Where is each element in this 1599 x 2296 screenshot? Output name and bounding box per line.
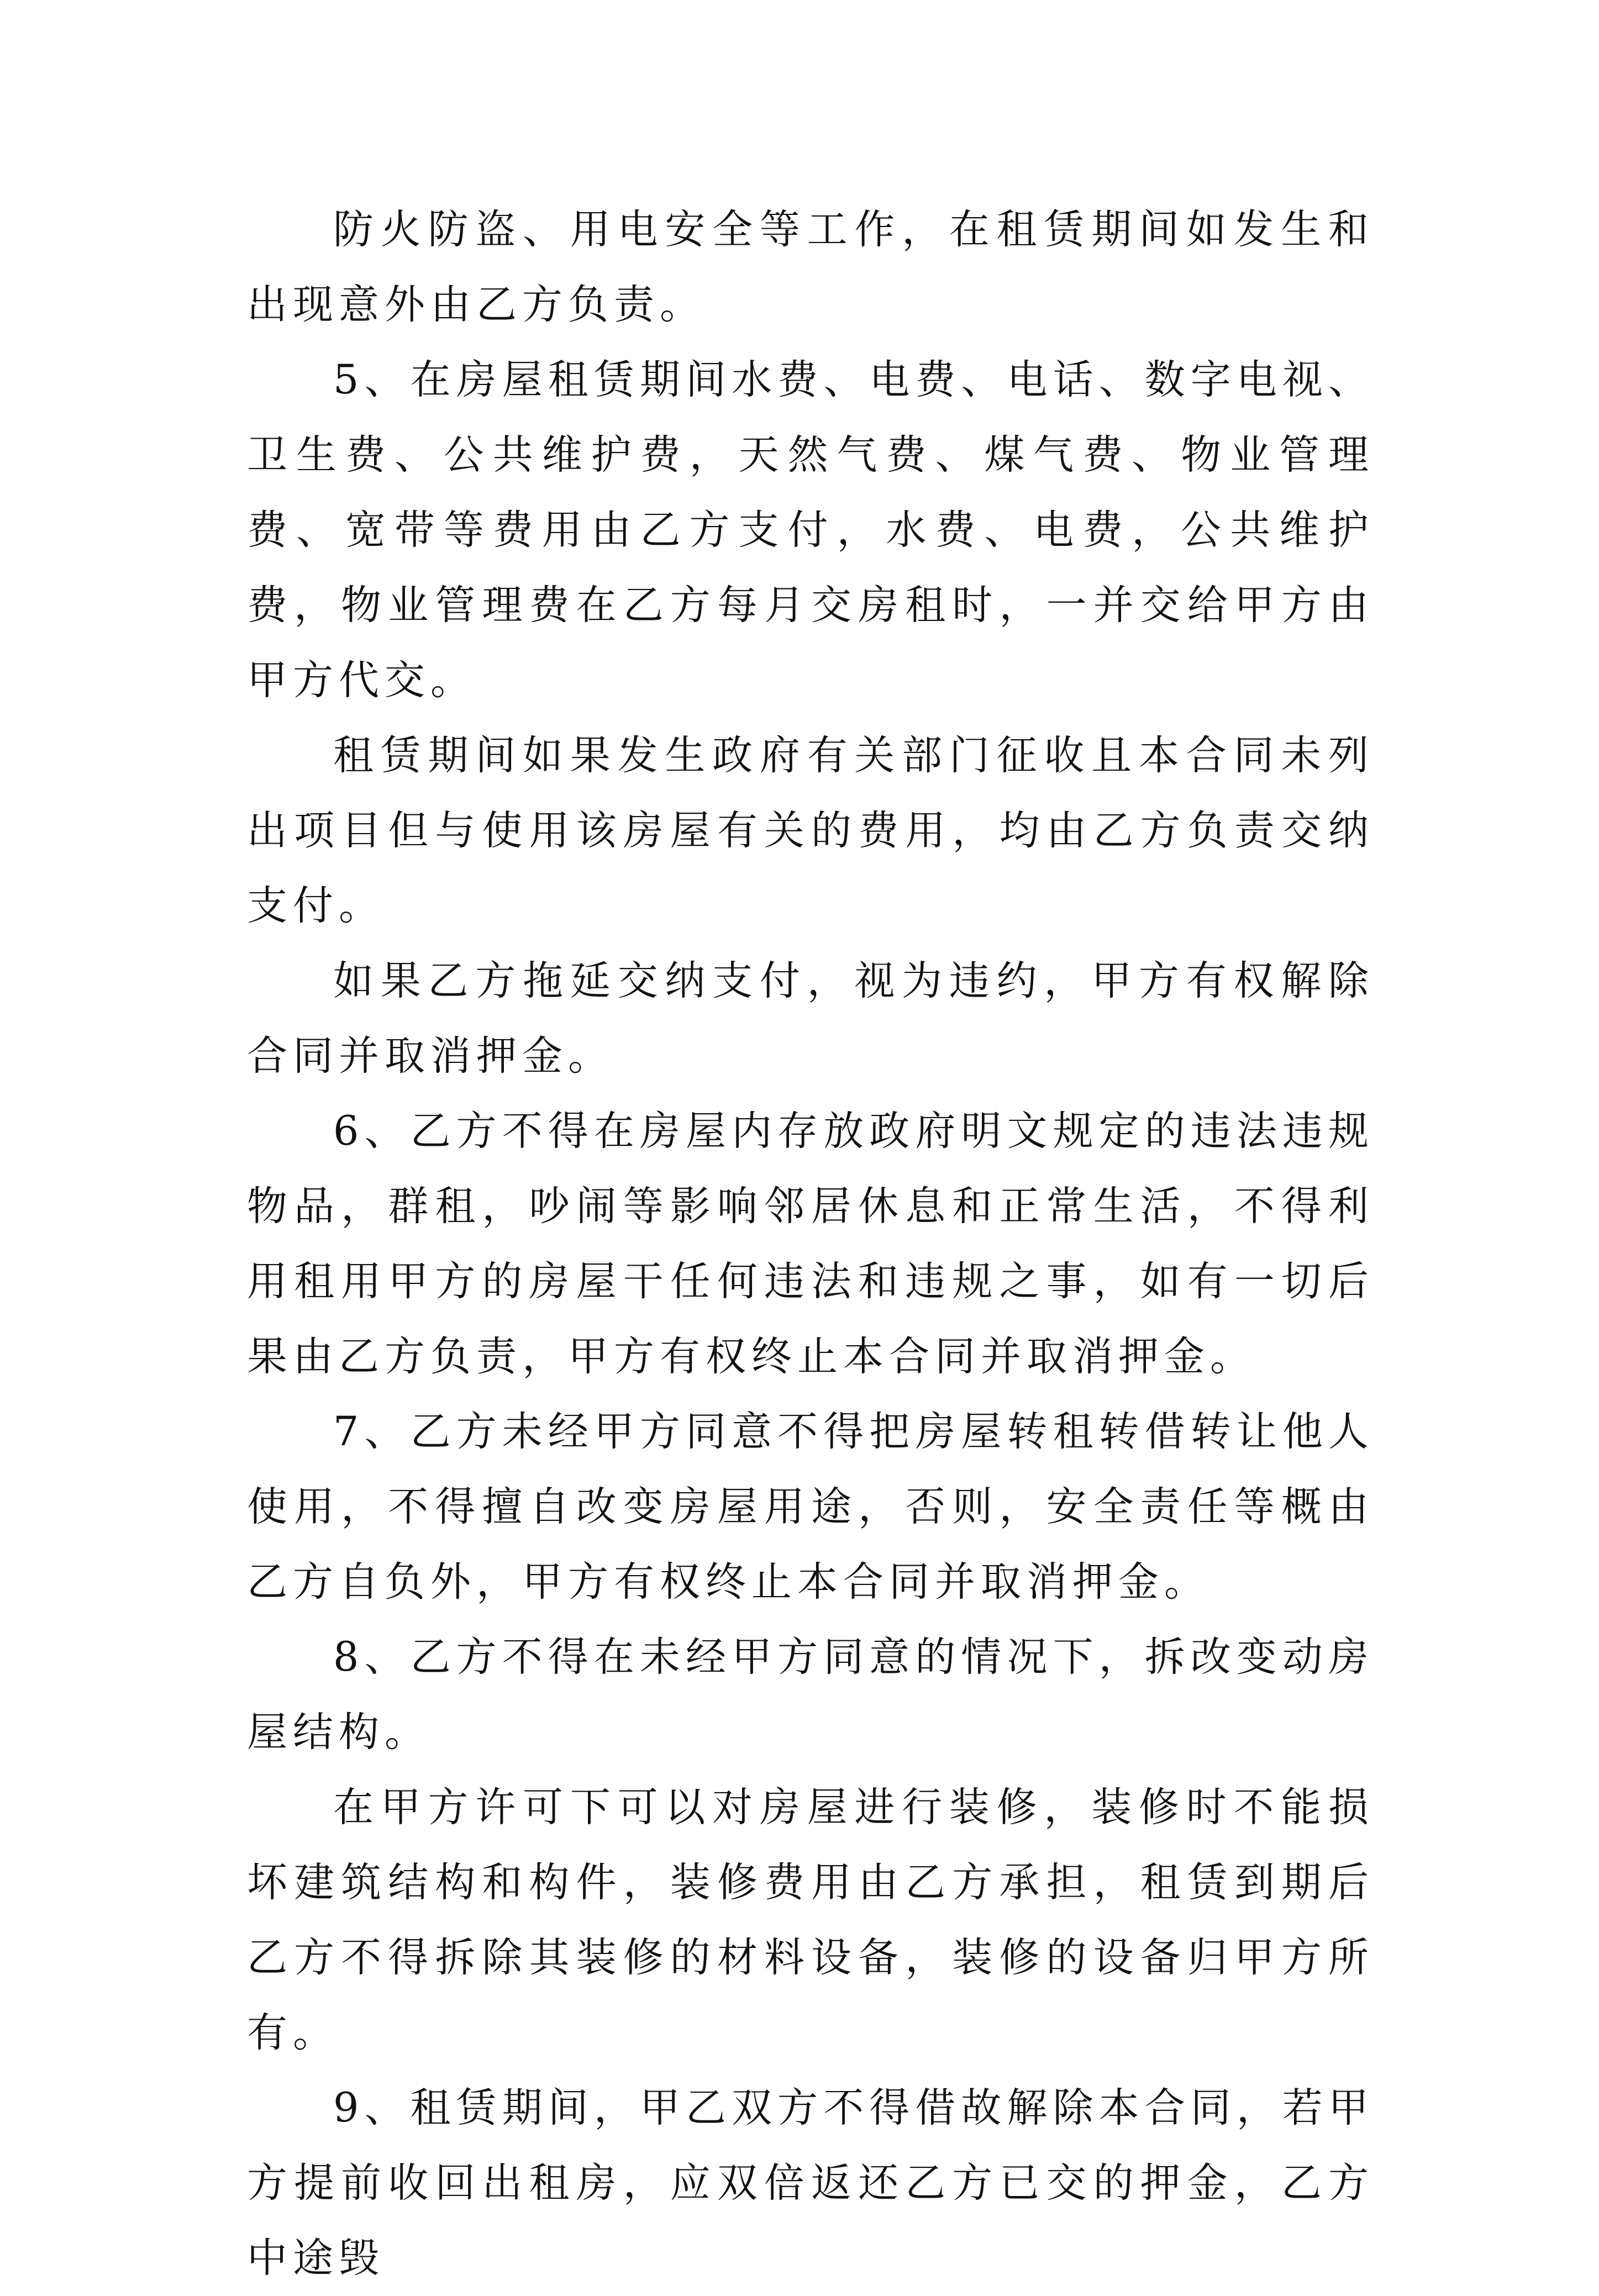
paragraph-clause-6: 6、乙方不得在房屋内存放政府明文规定的违法违规物品，群租，吵闹等影响邻居休息和正常生活，不得利用租用甲方的房屋干任何违法和违规之事，如有一切后果由乙方负责，甲方有权终止本合同并取消押金。 bbox=[247, 1108, 1374, 1380]
paragraph-government-fees: 租赁期间如果发生政府有关部门征收且本合同未列出项目但与使用该房屋有关的费用，均由乙方负责交纳支付。 bbox=[247, 732, 1374, 929]
paragraph-late-payment: 如果乙方拖延交纳支付，视为违约，甲方有权解除合同并取消押金。 bbox=[247, 957, 1374, 1079]
paragraph-clause-8: 8、乙方不得在未经甲方同意的情况下，拆改变动房屋结构。 bbox=[247, 1634, 1374, 1756]
paragraph-clause-9: 9、租赁期间，甲乙双方不得借故解除本合同，若甲方提前收回出租房，应双倍返还乙方已交的押金，乙方中途毁 bbox=[247, 2084, 1374, 2282]
paragraph-renovation: 在甲方许可下可以对房屋进行装修，装修时不能损坏建筑结构和构件，装修费用由乙方承担，租赁到期后乙方不得拆除其装修的材料设备，装修的设备归甲方所有。 bbox=[247, 1784, 1374, 2056]
paragraph-fire-safety: 防火防盗、用电安全等工作，在租赁期间如发生和出现意外由乙方负责。 bbox=[247, 206, 1374, 328]
paragraph-clause-5: 5、在房屋租赁期间水费、电费、电话、数字电视、卫生费、公共维护费，天然气费、煤气费、物业管理费、宽带等费用由乙方支付，水费、电费，公共维护费，物业管理费在乙方每月交房租时，一并交给甲方由甲方代交。 bbox=[247, 356, 1374, 704]
paragraph-clause-7: 7、乙方未经甲方同意不得把房屋转租转借转让他人使用，不得擅自改变房屋用途，否则，安全责任等概由乙方自负外，甲方有权终止本合同并取消押金。 bbox=[247, 1408, 1374, 1605]
contract-body bbox=[247, 192, 1374, 2296]
